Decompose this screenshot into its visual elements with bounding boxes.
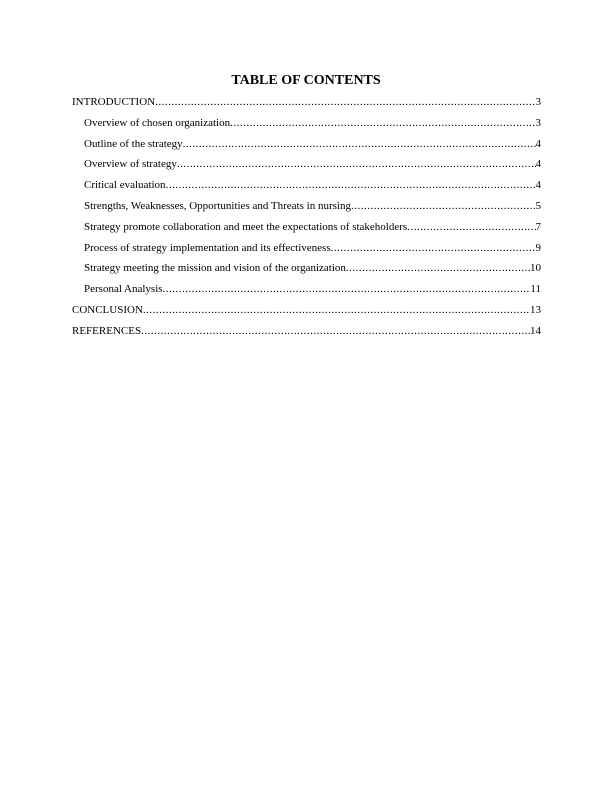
toc-entry-conclusion[interactable] — [72, 304, 541, 325]
toc-dot-leader — [163, 283, 531, 296]
toc-dot-leader — [166, 179, 536, 192]
toc-entry-personal-analysis[interactable] — [72, 283, 541, 304]
toc-page-number: 4 — [535, 179, 541, 192]
toc-entry-label: Strategy promote collaboration and meet the expectations of stakeholders — [84, 220, 408, 233]
toc-entry-introduction[interactable] — [72, 96, 541, 117]
toc-dot-leader — [155, 96, 535, 109]
toc-entry-label: Process of strategy implementation and its effectiveness — [84, 241, 331, 254]
toc-entry-swot-in-nursing[interactable] — [72, 200, 541, 221]
toc-entry-critical-evaluation[interactable] — [72, 179, 541, 200]
toc-dot-leader — [230, 117, 535, 130]
toc-entry-label: CONCLUSION — [72, 303, 143, 316]
toc-dot-leader — [346, 262, 530, 275]
toc-entry-label: INTRODUCTION — [72, 96, 156, 108]
toc-list — [72, 96, 541, 346]
toc-entry-label: Personal Analysis — [84, 283, 163, 296]
toc-entry-label: REFERENCES — [72, 324, 142, 337]
toc-page-number: 9 — [535, 241, 541, 254]
toc-entry-strategy-collaboration-stakeholders[interactable] — [72, 221, 541, 242]
toc-entry-label: Critical evaluation — [84, 179, 166, 192]
toc-page-number: 14 — [530, 324, 541, 337]
toc-page-number: 4 — [535, 137, 541, 150]
toc-dot-leader — [141, 325, 530, 338]
toc-page-number: 11 — [530, 283, 541, 296]
toc-entry-label: Strengths, Weaknesses, Opportunities and Threats in nursing — [84, 199, 351, 212]
toc-entry-label: Overview of strategy — [84, 158, 177, 171]
toc-page-number: 4 — [535, 158, 541, 171]
toc-dot-leader — [143, 304, 530, 317]
toc-page-number: 7 — [535, 220, 541, 233]
toc-entry-overview-of-strategy[interactable] — [72, 158, 541, 179]
toc-page-number: 5 — [535, 199, 541, 212]
toc-entry-overview-of-chosen-organization[interactable] — [72, 117, 541, 138]
toc-dot-leader — [183, 138, 536, 151]
toc-page-number: 13 — [530, 303, 541, 316]
toc-entry-strategy-mission-vision[interactable] — [72, 262, 541, 283]
toc-entry-outline-of-the-strategy[interactable] — [72, 138, 541, 159]
toc-dot-leader — [407, 221, 535, 234]
toc-page-number: 10 — [530, 262, 541, 275]
toc-dot-leader — [331, 242, 536, 255]
toc-entry-label: Overview of chosen organization — [84, 116, 231, 129]
toc-title: TABLE OF CONTENTS — [231, 73, 381, 88]
toc-entry-references[interactable] — [72, 325, 541, 346]
toc-page-number: 3 — [535, 116, 541, 129]
toc-entry-strategy-implementation-process[interactable] — [72, 242, 541, 263]
toc-entry-label: Strategy meeting the mission and vision of the organization — [84, 262, 346, 275]
toc-dot-leader — [177, 158, 536, 171]
toc-dot-leader — [351, 200, 536, 213]
toc-page-number: 3 — [535, 96, 541, 108]
toc-entry-label: Outline of the strategy — [84, 137, 183, 150]
